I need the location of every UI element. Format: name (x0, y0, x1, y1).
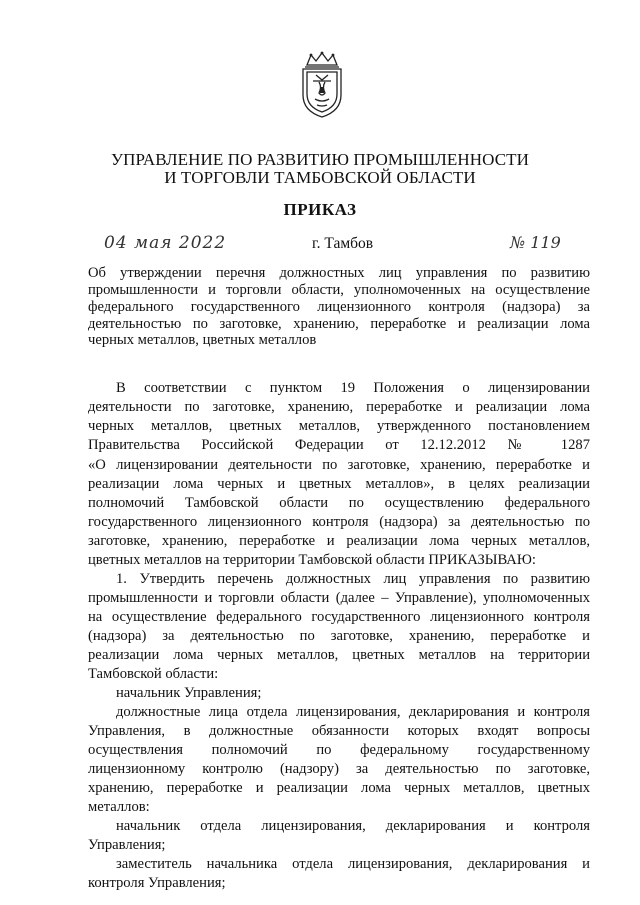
body-line: заготовке, хранению, переработке и реализации лома черных металлов, (88, 533, 590, 549)
body-line: Управления; (88, 837, 166, 853)
body-line: «О лицензировании деятельности по заготовке, хранению, переработке и (88, 457, 590, 473)
body-line: государственного лицензионного контроля (надзора) за деятельностью по (88, 514, 590, 530)
coat-of-arms-emblem (299, 51, 345, 119)
body-line: Правительства Российской Федерации от 12.12.2012 № 1287 (88, 437, 590, 453)
body-line: металлов: (88, 799, 150, 815)
body-line: цветных металлов на территории Тамбовской области ПРИКАЗЫВАЮ: (88, 552, 536, 568)
body-line: начальник отдела лицензирования, декларирования и контроля (116, 818, 590, 834)
document-type-title: ПРИКАЗ (283, 200, 357, 219)
body-line: контроля Управления; (88, 875, 226, 891)
header-line-1: УПРАВЛЕНИЕ ПО РАЗВИТИЮ ПРОМЫШЛЕННОСТИ (110, 150, 530, 169)
subject-line: Об утверждении перечня должностных лиц управления по развитию (88, 265, 590, 281)
body-line: промышленности и торговли области (далее – Управление), уполномоченных (88, 590, 590, 606)
body-line: хранению, переработке и реализации лома черных металлов, цветных (88, 780, 590, 796)
header-line-2: И ТОРГОВЛИ ТАМБОВСКОЙ ОБЛАСТИ (164, 168, 476, 187)
body-line: реализации лома черных металлов, цветных металлов на территории (88, 647, 590, 663)
body-line: заместитель начальника отдела лицензирования, декларирования и (116, 856, 590, 872)
body-line: черных металлов, цветных металлов, утвержденного постановлением (88, 418, 590, 434)
subject-line: федерального государственного лицензионного контроля (надзора) за (88, 299, 590, 315)
body-line: полномочий Тамбовской области по осуществлению федерального (88, 495, 590, 511)
subject-line: черных металлов, цветных металлов (88, 332, 317, 348)
body-line: реализации лома черных и цветных металлов», в целях реализации (88, 476, 590, 492)
body-line: Тамбовской области: (88, 666, 219, 682)
handwritten-order-number: № 119 (510, 233, 561, 252)
body-line: 1. Утвердить перечень должностных лиц управления по развитию (116, 571, 590, 587)
body-line: деятельности по заготовке, хранению, переработке и реализации лома (88, 399, 590, 415)
body-line: начальник Управления; (116, 685, 262, 701)
body-line: В соответствии с пунктом 19 Положения о лицензировании (116, 380, 590, 396)
body-line: (надзора) за деятельностью по заготовке, хранению, переработке и (88, 628, 590, 644)
subject-line: деятельностью по заготовке, хранению, переработке и реализации лома (88, 316, 590, 332)
body-line: осуществления полномочий по федеральному государственному (88, 742, 590, 758)
city-name: г. Тамбов (312, 235, 374, 252)
handwritten-date: 04 мая 2022 (104, 233, 227, 253)
body-line: лицензионному контролю (надзору) за деятельностью по заготовке, (88, 761, 590, 777)
body-line: должностные лица отдела лицензирования, декларирования и контроля (116, 704, 590, 720)
body-line: на осуществление федерального государственного лицензионного контроля (88, 609, 590, 625)
subject-line: промышленности и торговли области, уполномоченных на осуществление (88, 282, 590, 298)
body-line: Управления, в должностные обязанности которых входят вопросы (88, 723, 590, 739)
